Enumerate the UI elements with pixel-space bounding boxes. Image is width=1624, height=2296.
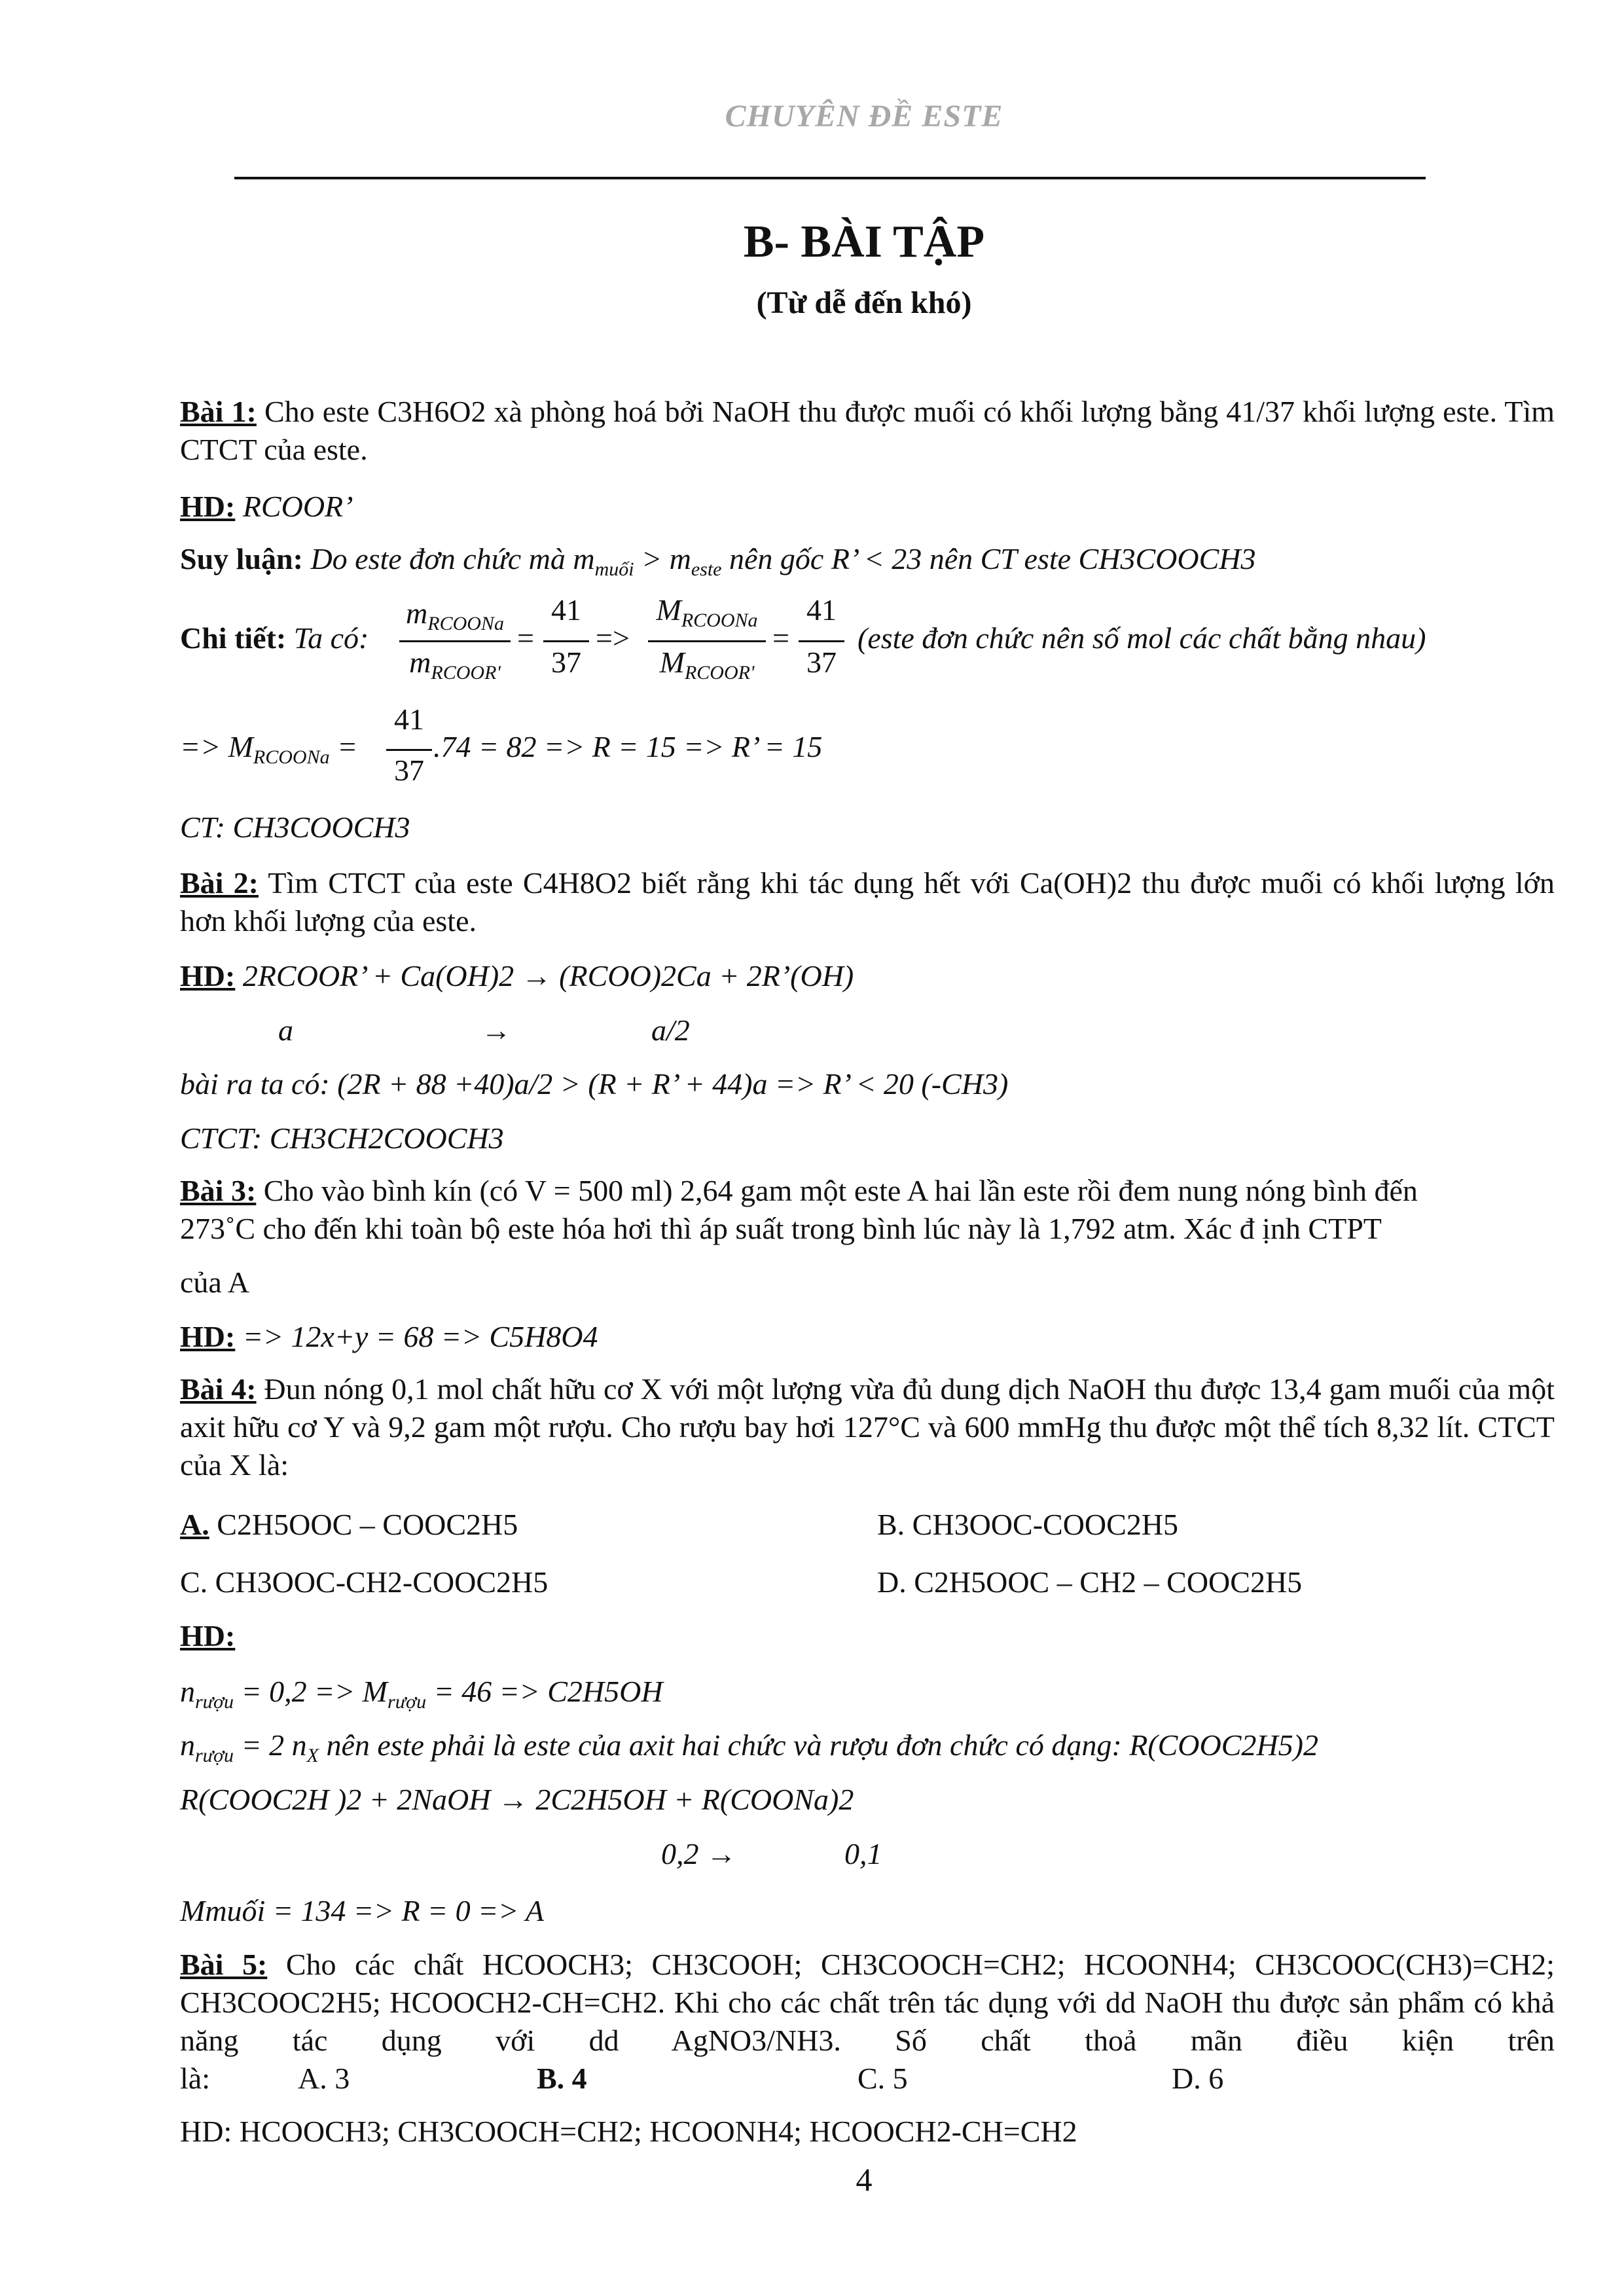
exercise-5-hd: HD: HCOOCH3; CH3COOCH=CH2; HCOONH4; HCOOCH2-CH=CH2 xyxy=(180,2115,1077,2148)
exercise-5-option-b: B. 4 xyxy=(537,2062,587,2095)
equals-sign: = xyxy=(517,621,534,655)
fraction-2-numerator: 41 xyxy=(551,593,581,627)
exercise-5-text: Bài 5: Cho các chất HCOOCH3; CH3COOH; CH3COOCH=CH2; HCOONH4; CH3COOC(CH3)=CH2; CH3COOC2H5; HCOOCH2-CH=CH2. Khi cho các chất trên tác dụng với dd NaOH thu được sản phẩm có khả năng tác dụng với dd AgNO3/NH3. Số chất thoả mãn điều kiện trên xyxy=(180,1948,1555,2057)
exercise-2-mol-b: a/2 xyxy=(651,1013,690,1047)
fraction-3-numerator: $M_{RCOONa}$ xyxy=(656,593,758,632)
exercise-4-option-d: D. C2H5OOC – CH2 – COOC2H5 xyxy=(877,1565,1303,1599)
exercise-3-line-1: Bài 3: Cho vào bình kín (có V = 500 ml) 2,64 gam một este A hai lần este rồi đem nung nóng bình đến xyxy=(180,1174,1418,1207)
fraction-5-denominator: 37 xyxy=(394,754,424,787)
exercise-4-hd-line-4b: 0,1 xyxy=(844,1837,882,1870)
exercise-4-hd-line-2: $n_{rượu} = 2$ $n_X$ nên este phải là este của axit hai chức và rượu đơn chức có dạng: R(COOC2H5)2 xyxy=(180,1728,1318,1767)
exercise-3-line-2: 273˚C cho đến khi toàn bộ este hóa hơi thì áp suất trong bình lúc này là 1,792 atm. Xác đ ịnh CTPT xyxy=(180,1212,1382,1245)
exercise-5-option-d: D. 6 xyxy=(1172,2062,1224,2095)
fraction-1-bar xyxy=(399,640,511,642)
exercise-1-mass-calc-left: => $M_{RCOONa}$ = xyxy=(180,730,358,769)
exercise-4-hd-line-3: R(COOC2H )2 + 2NaOH → 2C2H5OH + R(COONa)2 xyxy=(180,1783,854,1816)
fraction-4-numerator: 41 xyxy=(806,593,837,627)
equals-sign-2: = xyxy=(772,621,789,655)
page-title: B- BÀI TẬP xyxy=(743,217,985,267)
exercise-1-hd: HD: RCOOR’ xyxy=(180,490,353,523)
exercise-1-chi-tiet-label: Chi tiết: Ta có: xyxy=(180,621,369,655)
exercise-2-inequality: bài ra ta có: (2R + 88 +40)a/2 > (R + R’ + 44)a => R’ < 20 (-CH3) xyxy=(180,1067,1009,1101)
exercise-1-mass-calc-right: .74 = 82 => R = 15 => R’ = 15 xyxy=(433,730,823,763)
fraction-1-numerator: $m_{RCOONa}$ xyxy=(406,596,504,635)
header-rule xyxy=(234,177,1426,179)
exercise-3-line-3: của A xyxy=(180,1266,250,1299)
exercise-1-label: Bài 1: xyxy=(180,395,257,428)
exercise-2-hd: HD: 2RCOOR’ + Ca(OH)2 → (RCOO)2Ca + 2R’(OH) xyxy=(180,959,854,993)
page-header: CHUYÊN ĐỀ ESTE xyxy=(725,99,1003,134)
chi-tiet-note: (este đơn chức nên số mol các chất bằng nhau) xyxy=(857,621,1426,655)
fraction-2-bar xyxy=(543,640,589,642)
exercise-5-la: là: xyxy=(180,2062,210,2095)
exercise-4-option-a: A. C2H5OOC – COOC2H5 xyxy=(180,1508,518,1541)
exercise-2-mol-a: a xyxy=(278,1013,293,1047)
page-number: 4 xyxy=(856,2161,873,2198)
fraction-3-bar xyxy=(648,640,766,642)
fraction-4-denominator: 37 xyxy=(806,646,837,679)
fraction-5-numerator: 41 xyxy=(394,702,424,736)
exercise-1-result: CT: CH3COOCH3 xyxy=(180,811,410,844)
fraction-3-denominator: $M_{RCOOR'}$ xyxy=(659,646,755,684)
exercise-2-result: CTCT: CH3CH2COOCH3 xyxy=(180,1121,504,1155)
exercise-3-hd: HD: => 12x+y = 68 => C5H8O4 xyxy=(180,1320,598,1353)
fraction-1-denominator: $m_{RCOOR'}$ xyxy=(409,646,501,684)
exercise-1-body: Cho este C3H6O2 xà phòng hoá bởi NaOH thu được muối có khối lượng bằng 41/37 khối lượng este. Tìm CTCT của este. xyxy=(180,395,1555,466)
exercise-4-option-c: C. CH3OOC-CH2-COOC2H5 xyxy=(180,1565,549,1599)
exercise-4-hd-line-5: Mmuối = 134 => R = 0 => A xyxy=(180,1894,544,1927)
exercise-4-hd-line-1: $n_{rượu} = 0,2 => M_{rượu} = 46 => C2H5OH$ xyxy=(180,1675,663,1713)
exercise-1-text xyxy=(180,393,1555,469)
fraction-4-bar xyxy=(799,640,844,642)
implies-arrow: => xyxy=(596,621,630,655)
exercise-4-option-b: B. CH3OOC-COOC2H5 xyxy=(877,1508,1179,1541)
exercise-5-option-c: C. 5 xyxy=(857,2062,908,2095)
exercise-4-hd-label: HD: xyxy=(180,1619,236,1652)
exercise-1-suy-luan: Suy luận: Do este đơn chức mà $m_{muối} > m_{este}$ nên gốc R’ < 23 nên CT este CH3COOCH3 xyxy=(180,542,1256,581)
fraction-2-denominator: 37 xyxy=(551,646,581,679)
exercise-4-hd-line-4a: 0,2 → xyxy=(661,1837,736,1870)
exercise-5-option-a: A. 3 xyxy=(298,2062,350,2095)
exercise-4-text: Bài 4: Đun nóng 0,1 mol chất hữu cơ X với một lượng vừa đủ dung dịch NaOH thu được 13,4 gam muối của một axit hữu cơ Y và 9,2 gam một rượu. Cho rượu bay hơi 127°C và 600 mmHg thu được một thể tích 8,32 lít. CTCT của X là: xyxy=(180,1372,1555,1482)
page-subtitle: (Từ dễ đến khó) xyxy=(756,285,972,320)
fraction-5-bar xyxy=(386,749,432,751)
exercise-2-mol-arrow: → xyxy=(481,1013,511,1047)
exercise-2-text: Bài 2: Tìm CTCT của este C4H8O2 biết rằng khi tác dụng hết với Ca(OH)2 thu được muối có khối lượng lớn hơn khối lượng của este. xyxy=(180,866,1555,938)
